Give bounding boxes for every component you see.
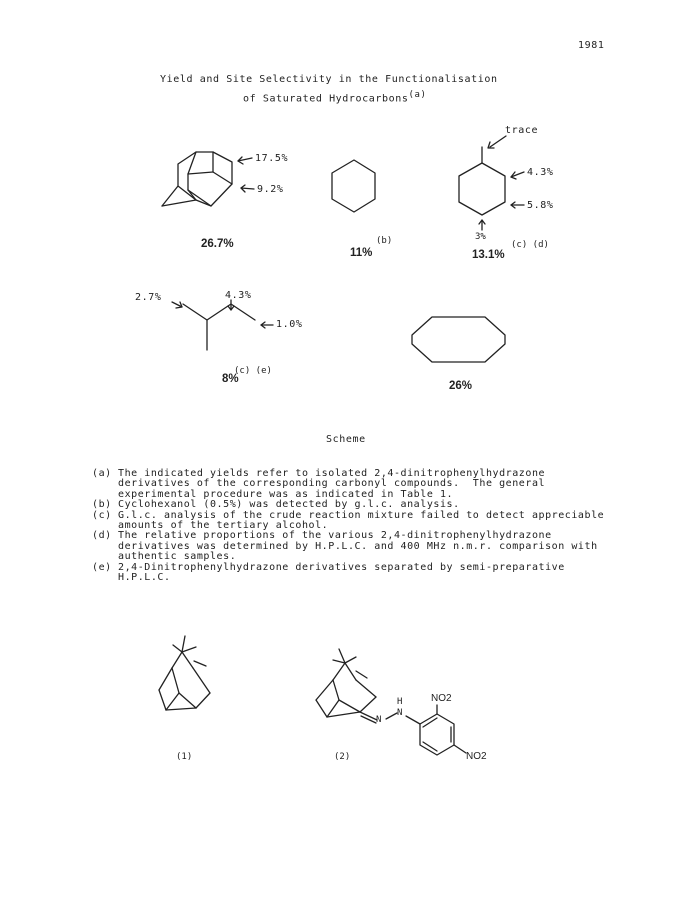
compound-2-no2-para — [466, 751, 487, 762]
isopentane-total-yield: 8% — [222, 373, 239, 385]
title-line-2: of Saturated Hydrocarbons — [243, 93, 409, 105]
cyclooctane-structure — [412, 317, 505, 362]
page-number: 1981 — [578, 40, 605, 51]
methylcyclohexane-structure — [459, 147, 505, 215]
isopentane-label-right: 1.0% — [276, 319, 303, 330]
adamantane-total-yield: 26.7% — [201, 238, 234, 250]
isopentane-label-top: 4.3% — [225, 290, 252, 301]
methylcyclohexane-label-c2: 3% — [475, 232, 486, 242]
scheme-caption: Scheme — [326, 434, 366, 445]
isopentane-arrows — [172, 300, 273, 328]
footnote-text: G.l.c. analysis of the crude reaction mixture failed to detect appreciable amounts of the tertiary alcohol. — [118, 509, 611, 532]
isopentane-notes: (c) (e) — [234, 366, 272, 376]
footnote-d — [92, 531, 612, 562]
footnote-label: (a) — [92, 468, 112, 479]
compound-1-label: (1) — [176, 752, 193, 762]
adamantane-structure — [162, 152, 232, 206]
footnote-e — [92, 563, 612, 584]
footnote-text: Cyclohexanol (0.5%) was detected by g.l.c. analysis. — [118, 499, 460, 511]
methylcyclohexane-arrows — [479, 136, 524, 230]
footnote-text: 2,4-Dinitrophenylhydrazone derivatives separated by semi-preparative H.P.L.C. — [118, 561, 572, 584]
adamantane-arrows — [238, 157, 254, 192]
cyclohexane-total-yield: 11% — [350, 247, 373, 259]
isopentane-structure — [183, 304, 255, 350]
adamantane-label-tertiary: 17.5% — [255, 153, 289, 164]
compound-2-n-atom-1: N — [376, 715, 382, 725]
cyclohexane-structure — [332, 160, 375, 212]
footnote-label: (e) — [92, 561, 112, 573]
footnote-label: (c) — [92, 509, 112, 521]
footnote-label: (b) — [92, 499, 112, 511]
no2-para-text: NO2 — [466, 751, 487, 762]
compound-2-n-atom-2: N — [397, 708, 403, 718]
methylcyclohexane-total-yield: 13.1% — [472, 249, 505, 261]
compound-2-no2-ortho — [431, 693, 452, 704]
no2-ortho-text: NO2 — [431, 693, 452, 704]
methylcyclohexane-notes: (c) (d) — [511, 240, 549, 250]
isopentane-label-left: 2.7% — [135, 292, 162, 303]
footnote-a — [92, 469, 612, 500]
compound-2-h-atom: H — [397, 697, 403, 707]
methylcyclohexane-label-c3: 4.3% — [527, 167, 554, 178]
title-line-1: Yield and Site Selectivity in the Functionalisation — [160, 74, 498, 85]
compound-1-structure — [159, 636, 210, 710]
methylcyclohexane-label-trace: trace — [505, 125, 539, 136]
footnotes — [92, 469, 612, 583]
methylcyclohexane-label-c4: 5.8% — [527, 200, 554, 211]
footnote-label: (d) — [92, 530, 112, 542]
title-footnote-marker: (a) — [408, 90, 427, 100]
cyclooctane-total-yield: 26% — [449, 380, 473, 392]
cyclohexane-notes: (b) — [376, 236, 393, 246]
footnote-text: The indicated yields refer to isolated 2,4-dinitrophenylhydrazone derivatives of the corresponding carbonyl compounds. The general experimental procedure was as indicated in Table 1. — [118, 468, 552, 500]
footnote-c — [92, 511, 612, 532]
footnote-text: The relative proportions of the various 2,4-dinitrophenylhydrazone derivatives was determined by H.P.L.C. and 400 MHz n.m.r. comparison with authentic samples. — [118, 530, 605, 563]
adamantane-label-secondary: 9.2% — [257, 184, 284, 195]
compound-2-label: (2) — [334, 752, 351, 762]
